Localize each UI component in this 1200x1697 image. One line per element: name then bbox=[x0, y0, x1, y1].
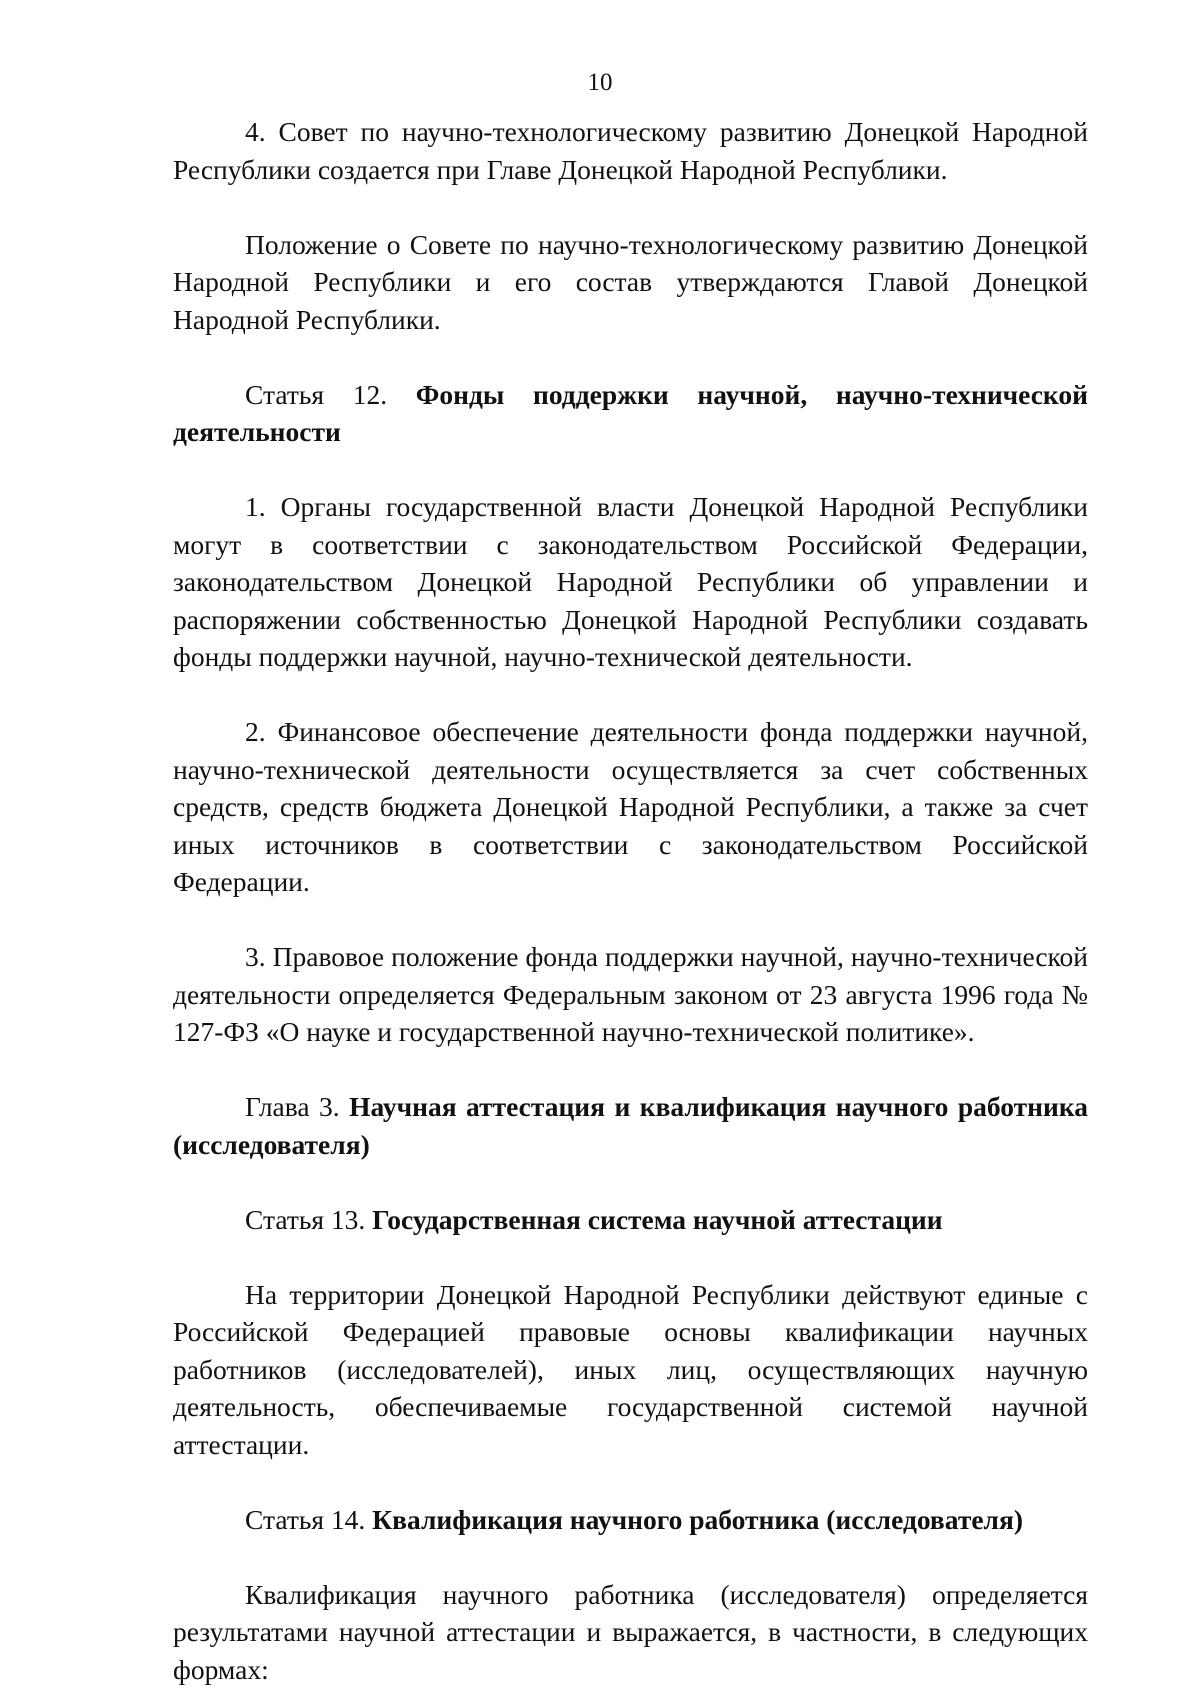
article-14-heading bbox=[173, 1501, 1088, 1539]
article-12-paragraph-2: 2. Финансовое обеспечение деятельности фонда поддержки научной, научно-технической деятельности осуществляется за счет собственных средств, средств бюджета Донецкой Народной Республики, а также за счет иных источников в соответствии с законодательством Российской Федерации. bbox=[173, 716, 1088, 897]
article-14-paragraph-1: Квалификация научного работника (исследователя) определяется результатами научной аттестации и выражается, в частности, в следующих формах: bbox=[173, 1578, 1088, 1685]
article-12-title: Фонды поддержки научной, научно-технической деятельности bbox=[173, 378, 1088, 447]
article-14-label: Статья 14. bbox=[245, 1503, 366, 1535]
article-13-label: Статья 13. bbox=[245, 1203, 366, 1235]
paragraph-council-creation: 4. Совет по научно-технологическому развитию Донецкой Народной Республики создается при Главе Донецкой Народной Республики. bbox=[173, 116, 1088, 185]
article-13-paragraph-1: На территории Донецкой Народной Республики действуют единые с Российской Федерацией правовые основы квалификации научных работников (исследователей), иных лиц, осуществляющих научную деятельность, обеспечиваемые государственной системой научной аттестации. bbox=[173, 1278, 1088, 1460]
article-12-paragraph-3: 3. Правовое положение фонда поддержки научной, научно-технической деятельности определяется Федеральным законом от 23 августа 1996 года № 127-ФЗ «О науке и государственной научно-технической политике». bbox=[173, 941, 1088, 1047]
article-12-label: Статья 12. bbox=[245, 378, 388, 410]
chapter-3-label: Глава 3. bbox=[245, 1091, 340, 1122]
article-14-title: Квалификация научного работника (исследователя) bbox=[372, 1503, 1024, 1535]
paragraph-council-regulation: Положение о Совете по научно-технологическому развитию Донецкой Народной Республики и его состав утверждаются Главой Донецкой Народной Республики. bbox=[173, 228, 1088, 335]
document-body bbox=[173, 113, 1088, 1688]
chapter-3-heading bbox=[173, 1088, 1088, 1163]
page-number: 10 bbox=[587, 69, 613, 96]
article-13-heading bbox=[173, 1201, 1088, 1239]
article-13-title: Государственная система научной аттестации bbox=[372, 1203, 943, 1235]
article-12-paragraph-1: 1. Органы государственной власти Донецкой Народной Республики могут в соответствии с законодательством Российской Федерации, законодательством Донецкой Народной Республики об управлении и распоряжении собственностью Донецкой Народной Республики создавать фонды поддержки научной, научно-технической деятельности. bbox=[173, 491, 1088, 672]
chapter-3-title: Научная аттестация и квалификация научного работника (исследователя) bbox=[173, 1091, 1089, 1160]
article-12-heading bbox=[173, 376, 1088, 451]
